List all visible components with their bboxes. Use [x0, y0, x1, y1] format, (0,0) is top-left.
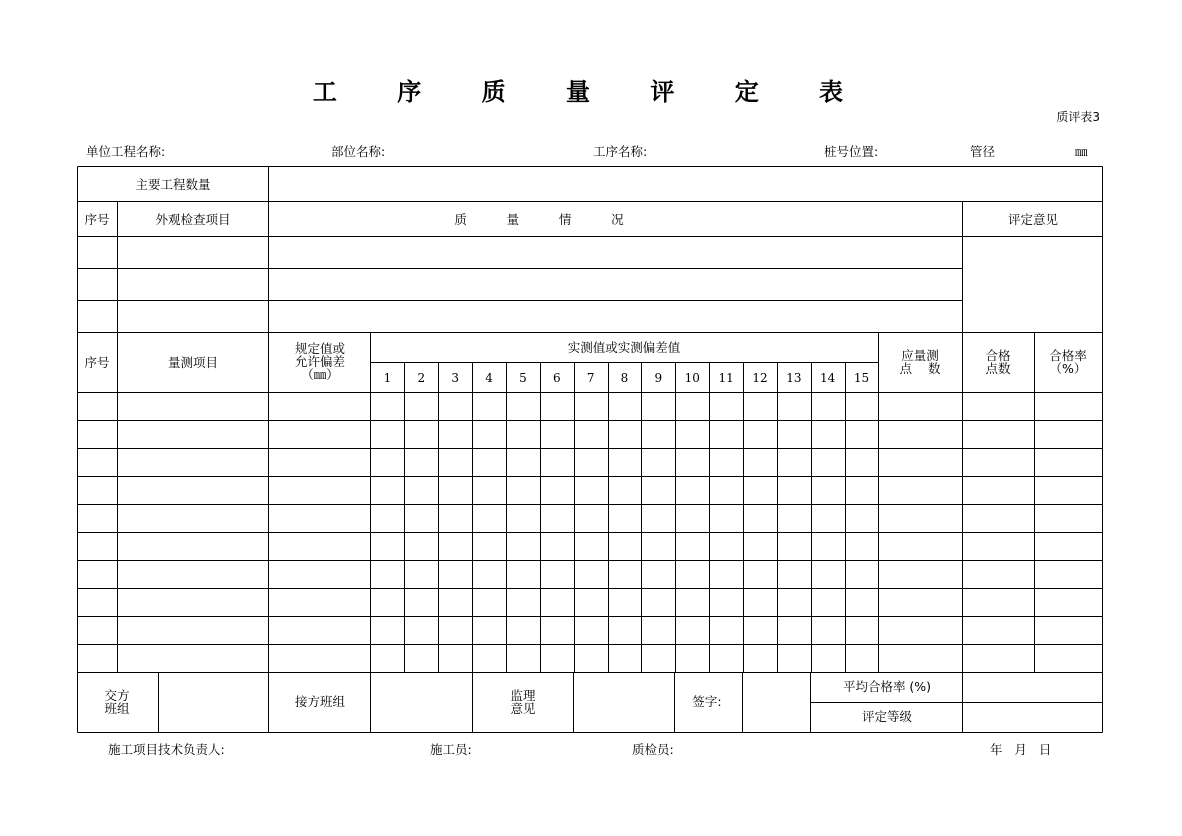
measure-column-number: 12	[752, 371, 768, 385]
pipe-diameter-label: 管径	[970, 144, 996, 159]
spec-header-line2: 允许偏差	[294, 354, 346, 369]
date-label: 年 月 日	[990, 742, 1052, 757]
appearance-item-header: 外观检查项目	[155, 212, 231, 227]
station-label: 桩号位置:	[824, 144, 879, 159]
handover-line2: 班组	[104, 701, 130, 716]
measure-item-header: 量测项目	[167, 355, 219, 370]
measure-column-number: 4	[485, 371, 493, 385]
grade-label: 评定等级	[861, 709, 913, 724]
supervisor-line2: 意见	[510, 701, 536, 716]
form-number: 质评表3	[1056, 110, 1100, 124]
spec-header-line3: （㎜）	[301, 367, 339, 382]
measure-column-numbers	[384, 371, 870, 385]
measure-column-number: 11	[718, 371, 734, 385]
inspector-label: 质检员:	[632, 742, 674, 757]
form-title: 工 序 质 量 评 定 表	[312, 78, 870, 106]
signature-label: 签字:	[692, 694, 722, 709]
measure-column-number: 13	[786, 371, 802, 385]
pipe-diameter-unit: ㎜	[1075, 144, 1088, 159]
constructor-label: 施工员:	[430, 742, 472, 757]
quality-status-header: 质 量 情 况	[454, 212, 624, 227]
main-quantity-label: 主要工程数量	[135, 177, 211, 192]
measure-column-number: 2	[417, 371, 426, 385]
measure-column-number: 1	[383, 371, 392, 385]
section-label: 部位名称:	[331, 144, 386, 159]
pass-points-header-line1: 合格	[985, 348, 1011, 363]
measure-column-number: 5	[519, 371, 527, 385]
seq-header-measure: 序号	[84, 355, 110, 370]
measured-values-header: 实测值或实测偏差值	[567, 340, 681, 355]
pass-rate-header-line2: （%）	[1049, 361, 1087, 376]
table-grid	[78, 167, 1103, 733]
opinion-header: 评定意见	[1007, 212, 1059, 227]
measure-column-number: 15	[853, 371, 870, 385]
handover-line1: 交方	[104, 688, 130, 703]
measure-column-number: 14	[820, 371, 836, 385]
points-header-line2: 点 数	[899, 361, 941, 376]
measure-column-number: 7	[586, 371, 595, 385]
pass-points-header-line2: 点数	[985, 361, 1011, 376]
measure-column-number: 3	[451, 371, 459, 385]
points-header-line1: 应量测	[901, 348, 939, 363]
measure-column-number: 8	[620, 371, 629, 385]
tech-lead-label: 施工项目技术负责人:	[108, 742, 225, 757]
quality-assessment-table	[77, 166, 1103, 733]
process-label: 工序名称:	[593, 144, 648, 159]
unit-project-label: 单位工程名称:	[86, 144, 166, 159]
measure-column-number: 6	[552, 371, 561, 385]
supervisor-line1: 监理	[510, 688, 536, 703]
pass-rate-header-line1: 合格率	[1049, 348, 1087, 363]
measure-column-number: 9	[654, 371, 663, 385]
avg-pass-rate-label: 平均合格率 (%)	[842, 679, 932, 694]
receiver-label: 接方班组	[294, 694, 346, 709]
seq-header-appearance: 序号	[84, 212, 110, 227]
spec-header-line1: 规定值或	[294, 341, 346, 356]
measure-column-number: 10	[684, 371, 700, 385]
